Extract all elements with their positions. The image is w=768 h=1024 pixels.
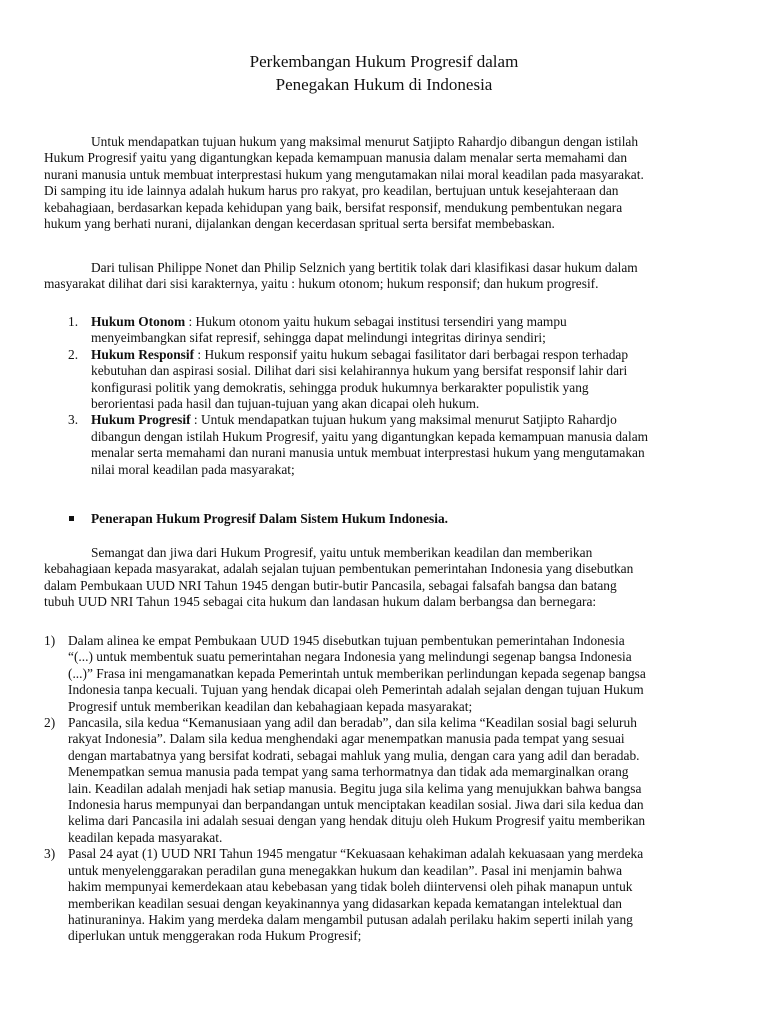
text-line: dalam Pembukaan UUD NRI Tahun 1945 dengan butir-butir Pancasila, sebagai falsafah bangsa dan batang	[44, 577, 617, 593]
list-item	[0, 633, 768, 715]
classification-paragraph	[44, 260, 728, 293]
list-text: : Untuk mendapatkan tujuan hukum yang maksimal menurut Satjipto Rahardjo	[190, 412, 617, 428]
text-line: Indonesia tanpa kecuali. Tujuan yang hendak dicapai oleh Pemerintah adalah sejalan dengan tujuan Hukum	[68, 682, 644, 698]
square-bullet-icon	[69, 516, 74, 521]
list-text: : Hukum responsif yaitu hukum sebagai fasilitator dari berbagai respon terhadap	[194, 346, 629, 362]
text-line: Indonesia harus mempunyai dan berpandangan untuk menciptakan keadilan sosial. Jiwa dari sila kedua dan	[68, 797, 644, 813]
text-line: hakim mempunyai kemerdekaan atau kebebasan yang tidak boleh diintervensi oleh pihak manapun untuk	[68, 879, 633, 895]
text-line: kebahagiaan, berdasarkan kepada kehidupan yang baik, bersifat responsif, mendukung pembentukan negara	[44, 199, 623, 215]
list-number: 1)	[44, 633, 56, 648]
text-line: Dalam alinea ke empat Pembukaan UUD 1945 disebutkan tujuan pembentukan pemerintahan Indonesia	[68, 633, 625, 648]
list-text: : Hukum otonom yaitu hukum sebagai institusi tersendiri yang mampu	[185, 314, 567, 329]
text-line: Progresif untuk memberikan keadilan dan kebahagiaan kepada masyarakat;	[68, 698, 473, 714]
text-line: menalar serta memahami dan nurani manusia untuk membuat interprestasi hukum yang mengutamakan	[91, 445, 645, 461]
text-line: untuk menyelenggarakan peradilan guna menegakkan hukum dan keadilan”. Pasal ini menjamin bahwa	[68, 862, 623, 878]
text-line: kelima dari Pancasila ini adalah sesuai dengan yang hendak dituju oleh Hukum Progresif yaitu memberikan	[68, 813, 646, 829]
list-term: Hukum Responsif	[91, 346, 195, 362]
list-number: 1.	[68, 314, 79, 329]
intro-paragraph	[44, 134, 728, 232]
text-line: Di samping itu ide lainnya adalah hukum harus pro rakyat, pro keadilan, bertujuan untuk kesejahteraan dan	[44, 183, 619, 199]
list-item	[0, 715, 768, 846]
text-line: menyeimbangkan sifat represif, sehingga dapat melindungi integritas dirinya sendiri;	[91, 330, 546, 346]
list-number: 3.	[68, 412, 79, 428]
title-line-1: Perkembangan Hukum Progresif dalam	[249, 52, 519, 71]
text-line: nilai moral keadilan pada masyarakat;	[91, 461, 295, 477]
list-item	[0, 412, 768, 478]
section-heading: Penerapan Hukum Progresif Dalam Sistem Hukum Indonesia.	[91, 511, 448, 526]
section-intro-paragraph	[44, 545, 728, 611]
text-line: Menempatkan semua manusia pada tempat yang sama terhormatnya dan tidak ada memarginalkan orang	[68, 764, 629, 780]
title-line-2: Penegakan Hukum di Indonesia	[275, 75, 493, 94]
text-line: tubuh UUD NRI Tahun 1945 sebagai cita hukum dan landasan hukum dalam berbangsa dan bernegara:	[44, 594, 597, 610]
text-line: Semangat dan jiwa dari Hukum Progresif, yaitu untuk memberikan keadilan dan memberikan	[91, 545, 593, 560]
list-item	[0, 314, 768, 347]
document-title	[0, 50, 768, 96]
text-line: kebahagiaan kepada masyarakat, adalah sejalan tujuan pembentukan pemerintahan Indonesia yang disebutkan	[44, 561, 634, 577]
text-line: berorientasi pada hasil dan tujuan-tujuan yang akan dicapai oleh hukum.	[91, 396, 480, 412]
text-line: memberikan keadilan sesuai dengan keyakinannya yang didasarkan kepada kematangan intelektual dan	[68, 895, 623, 911]
list-term: Hukum Progresif	[91, 412, 191, 428]
text-line: “(...) untuk membentuk suatu pemerintahan negara Indonesia yang melindungi segenap bangsa Indonesia	[68, 649, 632, 665]
list-number: 2)	[44, 715, 56, 731]
text-line: kebutuhan dan aspirasi sosial. Dilihat dari sisi kelahirannya hukum yang bersifat responsif lahir dari	[91, 363, 628, 379]
law-types-list	[0, 314, 768, 478]
text-line: masyarakat dilihat dari sisi karakternya, yaitu : hukum otonom; hukum responsif; dan hukum progresif.	[44, 276, 599, 292]
list-number: 2.	[68, 346, 79, 362]
text-line: Dari tulisan Philippe Nonet dan Philip Selznich yang bertitik tolak dari klasifikasi dasar hukum dalam	[91, 260, 638, 275]
text-line: hukum yang berhati nurani, dijalankan dengan kecerdasan spritual serta bersifat membebaskan.	[44, 216, 555, 232]
text-line: nurani manusia untuk membuat interprestasi hukum yang mengutamakan nilai moral keadilan pada masyarakat.	[44, 166, 644, 182]
text-line: diperlukan untuk menggerakan roda Hukum Progresif;	[68, 928, 362, 944]
text-line: lain. Keadilan adalah menjadi hak setiap manusia. Begitu juga sila kelima yang menujukkan bahwa bangsa	[68, 780, 642, 796]
text-line: rakyat Indonesia”. Dalam sila kedua menghendaki agar menempatkan manusia pada tempat yang sesuai	[68, 731, 625, 747]
text-line: (...)” Frasa ini mengamanatkan kepada Pemerintah untuk memberikan perlindungan kepada segenap bangsa	[68, 665, 646, 681]
text-line: dengan martabatnya yang bersifat kodrati, sebagai mahluk yang mulia, dengan cara yang adil dan beradab.	[68, 747, 640, 763]
text-line: Hukum Progresif yaitu yang digantungkan kepada kemampuan manusia dalam menalar serta memahami dan	[44, 150, 628, 166]
list-item	[0, 846, 768, 944]
text-line: Pancasila, sila kedua “Kemanusiaan yang adil dan beradab”, dan sila kelima “Keadilan sosial bagi seluruh	[68, 715, 637, 731]
text-line: Untuk mendapatkan tujuan hukum yang maksimal menurut Satjipto Rahardjo dibangun dengan istilah	[91, 134, 639, 149]
list-item	[0, 347, 768, 413]
list-number: 3)	[44, 846, 56, 862]
points-list	[0, 633, 768, 945]
text-line: dibangun dengan istilah Hukum Progresif, yaitu yang digantungkan kepada kemampuan manusia dalam	[91, 428, 649, 444]
list-term: Hukum Otonom	[91, 314, 186, 329]
text-line: hatinuraninya. Hakim yang merdeka dalam mengambil putusan adalah perilaku hakim seperti inilah yang	[68, 911, 633, 927]
text-line: keadilan kepada masyarakat.	[68, 829, 223, 845]
text-line: Pasal 24 ayat (1) UUD NRI Tahun 1945 mengatur “Kekuasaan kehakiman adalah kekuasaan yang merdeka	[68, 846, 644, 862]
text-line: konfigurasi politik yang demokratis, sehingga produk hukumnya berkarakter populistik yang	[91, 379, 589, 395]
